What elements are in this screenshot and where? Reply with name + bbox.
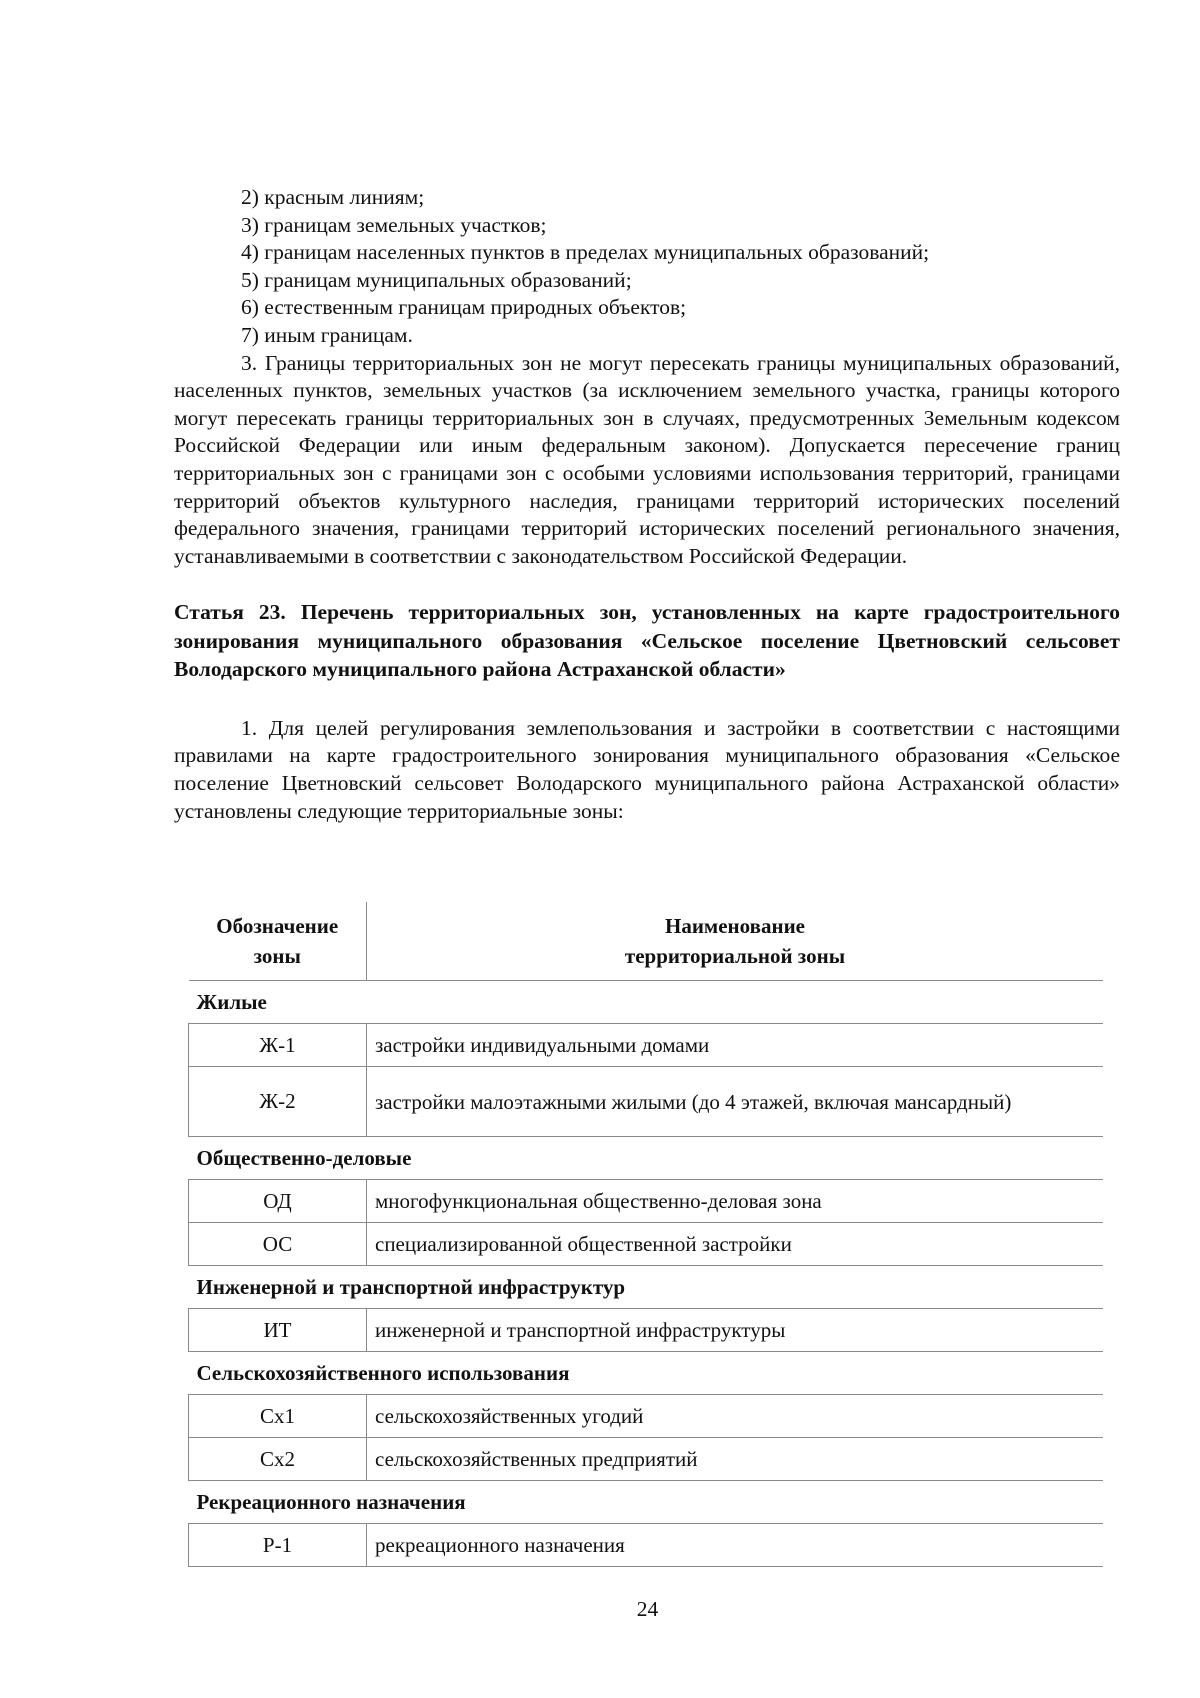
zones-table bbox=[188, 902, 1103, 1567]
list-item: 6) естественным границам природных объектов; bbox=[241, 295, 687, 320]
paragraph-3: 3. Границы территориальных зон не могут пересекать границы муниципальных образований, населенных пунктов, земельных участков (за исключением земельного участка, границы которого могут пересекать границы территориальных зон в случаях, предусмотренных Земельным кодексом Российской Федерации или иным федеральным законом). Допускается пересечение границ территориальных зон с границами зон с особыми условиями использования территорий, границами территорий объектов культурного наследия, границами территорий исторических поселений федерального значения, границами территорий исторических поселений регионального значения, устанавливаемыми в соответствии с законодательством Российской Федерации. bbox=[174, 350, 1120, 568]
paragraph-1: 1. Для целей регулирования землепользования и застройки в соответствии с настоящими правилами на карте градостроительного зонирования муниципального образования «Сельское поселение Цветновский сельсовет Володарского муниципального района Астраханской области» установлены следующие территориальные зоны: bbox=[174, 715, 1120, 823]
zone-name: рекреационного назначения bbox=[367, 1524, 1104, 1567]
header-name-line2: территориальной зоны bbox=[624, 944, 846, 968]
table-row bbox=[189, 1067, 1104, 1137]
table-row bbox=[189, 1223, 1104, 1266]
list-item: 3) границам земельных участков; bbox=[241, 212, 547, 237]
table-row bbox=[189, 1180, 1104, 1223]
table-row bbox=[189, 1024, 1104, 1067]
zone-name: многофункциональная общественно-деловая зона bbox=[367, 1180, 1104, 1223]
list-item: 7) иным границам. bbox=[241, 322, 413, 347]
header-zone-name bbox=[367, 902, 1104, 981]
list-item: 4) границам населенных пунктов в пределах муниципальных образований; bbox=[241, 240, 930, 265]
zone-code: Сх1 bbox=[189, 1395, 367, 1438]
header-zone-code bbox=[189, 902, 367, 981]
group-title: Общественно-деловые bbox=[189, 1137, 1104, 1180]
group-title: Рекреационного назначения bbox=[189, 1481, 1104, 1524]
zone-code: Ж-1 bbox=[189, 1024, 367, 1067]
zone-name: застройки малоэтажными жилыми (до 4 этажей, включая мансардный) bbox=[367, 1067, 1104, 1137]
zone-code: ОС bbox=[189, 1223, 367, 1266]
group-title: Сельскохозяйственного использования bbox=[189, 1352, 1104, 1395]
page-number: 24 bbox=[636, 1597, 659, 1621]
group-title: Жилые bbox=[189, 981, 1104, 1024]
zone-name: застройки индивидуальными домами bbox=[367, 1024, 1104, 1067]
header-code-line1: Обозначение bbox=[216, 914, 339, 938]
header-name-line1: Наименование bbox=[665, 914, 805, 938]
table-row bbox=[189, 1438, 1104, 1481]
zone-name: сельскохозяйственных угодий bbox=[367, 1395, 1104, 1438]
list-item: 5) границам муниципальных образований; bbox=[241, 267, 632, 292]
table-row bbox=[189, 1524, 1104, 1567]
group-row-public-business bbox=[189, 1137, 1104, 1180]
zone-name: специализированной общественной застройки bbox=[367, 1223, 1104, 1266]
list-item: 2) красным линиям; bbox=[241, 185, 425, 209]
zone-name: инженерной и транспортной инфраструктуры bbox=[367, 1309, 1104, 1352]
group-row-residential bbox=[189, 981, 1104, 1024]
group-row-recreational bbox=[189, 1481, 1104, 1524]
zone-code: Сх2 bbox=[189, 1438, 367, 1481]
header-code-line2: зоны bbox=[253, 944, 301, 968]
table-row bbox=[189, 1395, 1104, 1438]
zone-name: сельскохозяйственных предприятий bbox=[367, 1438, 1104, 1481]
page-content bbox=[174, 184, 1120, 825]
group-row-agricultural bbox=[189, 1352, 1104, 1395]
table-header-row bbox=[189, 902, 1104, 981]
zone-code: Р-1 bbox=[189, 1524, 367, 1567]
zone-code: ОД bbox=[189, 1180, 367, 1223]
zone-code: Ж-2 bbox=[189, 1067, 367, 1137]
group-title: Инженерной и транспортной инфраструктур bbox=[189, 1266, 1104, 1309]
article-heading: Статья 23. Перечень территориальных зон, установленных на карте градостроительного зонирования муниципального образования «Сельское поселение Цветновский сельсовет Володарского муниципального района Астраханской области» bbox=[174, 600, 1120, 682]
table-row bbox=[189, 1309, 1104, 1352]
group-row-infrastructure bbox=[189, 1266, 1104, 1309]
zone-code: ИТ bbox=[189, 1309, 367, 1352]
